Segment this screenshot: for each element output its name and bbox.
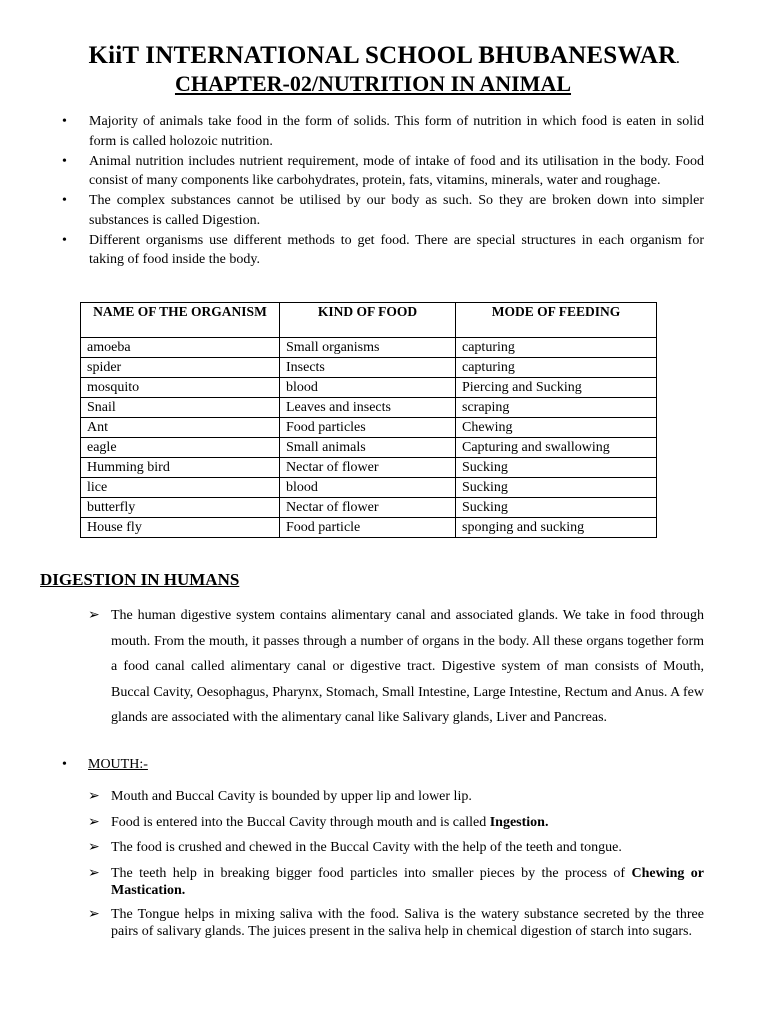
school-title <box>0 42 768 70</box>
arrow-bullet-icon: ➢ <box>88 907 100 922</box>
intro-bullet: • The complex substances cannot be utilised by our body as such. So they are broken down into simpler substances is called Digestion. <box>60 191 704 230</box>
school-title-dot: . <box>676 52 680 66</box>
mouth-point <box>88 788 704 805</box>
table-row <box>81 358 657 378</box>
ingestion-term: Ingestion. <box>489 815 549 830</box>
mouth-point-text <box>88 814 704 831</box>
table-header-mode-of-feeding: MODE OF FEEDING <box>456 303 657 338</box>
organism-cell: butterfly <box>81 498 280 518</box>
intro-bullet: • Majority of animals take food in the form of solids. This form of nutrition in which food is eaten in solid form is called holozoic nutrition. <box>60 112 704 151</box>
food-cell: Small organisms <box>280 338 456 358</box>
food-cell: Nectar of flower <box>280 498 456 518</box>
bullet-icon: • <box>62 757 67 772</box>
organism-cell: Ant <box>81 418 280 438</box>
food-cell: Food particles <box>280 418 456 438</box>
organism-cell: House fly <box>81 518 280 538</box>
table-row <box>81 398 657 418</box>
food-cell: Food particle <box>280 518 456 538</box>
mouth-point-plain: The teeth help in breaking bigger food particles into smaller pieces by the process of <box>111 866 632 881</box>
feeding-cell: Capturing and swallowing <box>456 438 657 458</box>
table-header-organism: NAME OF THE ORGANISM <box>81 303 280 338</box>
organism-cell: amoeba <box>81 338 280 358</box>
feeding-cell: capturing <box>456 338 657 358</box>
school-title-text: KiiT INTERNATIONAL SCHOOL BHUBANESWAR <box>88 42 677 69</box>
organism-cell: Humming bird <box>81 458 280 478</box>
mouth-label: MOUTH:- <box>88 757 148 772</box>
food-cell: Insects <box>280 358 456 378</box>
table-header-kind-of-food: KIND OF FOOD <box>280 303 456 338</box>
intro-bullet: • Different organisms use different methods to get food. There are special structures in each organism for taking of food inside the body. <box>60 231 704 270</box>
table-row <box>81 378 657 398</box>
feeding-cell: Sucking <box>456 458 657 478</box>
table-row <box>81 418 657 438</box>
feeding-cell: Sucking <box>456 478 657 498</box>
food-cell: blood <box>280 378 456 398</box>
table-row <box>81 458 657 478</box>
mouth-point-plain: Food is entered into the Buccal Cavity through mouth and is called <box>111 815 490 830</box>
digestion-intro-text: The human digestive system contains alimentary canal and associated glands. We take in food through mouth. From the mouth, it passes through a number of organs in the body. All these organs together form a food canal called alimentary canal or digestive tract. Digestive system of man consists of Mouth, Buccal Cavity, Oesophagus, Pharynx, Stomach, Small Intestine, Large Intestine, Rectum and Anus. A few glands are associated with the alimentary canal like Salivary glands, Liver and Pancreas. <box>111 608 704 725</box>
arrow-bullet-icon: ➢ <box>88 789 100 804</box>
organism-cell: Snail <box>81 398 280 418</box>
feeding-cell: Piercing and Sucking <box>456 378 657 398</box>
section-heading-digestion: DIGESTION IN HUMANS <box>40 570 240 589</box>
digestion-intro-paragraph <box>88 603 704 731</box>
food-cell: Nectar of flower <box>280 458 456 478</box>
organism-cell: lice <box>81 478 280 498</box>
chapter-title: CHAPTER-02/NUTRITION IN ANIMAL <box>174 71 572 96</box>
feeding-cell: Sucking <box>456 498 657 518</box>
intro-bullet-list <box>60 112 704 270</box>
table-row <box>81 338 657 358</box>
table-header-row <box>81 303 657 338</box>
feeding-cell: scraping <box>456 398 657 418</box>
organism-cell: mosquito <box>81 378 280 398</box>
mouth-point-text <box>88 865 704 899</box>
intro-bullet: • Animal nutrition includes nutrient requirement, mode of intake of food and its utilisation in the body. Food consist of many components like carbohydrates, protein, fats, vitamins, minerals, water and roughage. <box>60 152 704 191</box>
feeding-cell: Chewing <box>456 418 657 438</box>
mastication-term: Chewing or Mastication. <box>111 866 704 898</box>
mouth-point <box>88 814 704 831</box>
mouth-point <box>88 865 704 899</box>
arrow-bullet-icon: ➢ <box>88 815 100 830</box>
table-row <box>81 518 657 538</box>
arrow-bullet-icon: ➢ <box>88 608 100 623</box>
organism-cell: eagle <box>81 438 280 458</box>
feeding-cell: capturing <box>456 358 657 378</box>
feeding-cell: sponging and sucking <box>456 518 657 538</box>
mouth-point <box>88 906 704 940</box>
table-row <box>81 478 657 498</box>
organism-cell: spider <box>81 358 280 378</box>
food-cell: blood <box>280 478 456 498</box>
table-row <box>81 498 657 518</box>
mouth-point-text: The Tongue helps in mixing saliva with the food. Saliva is the watery substance secreted by the three pairs of salivary glands. The juices present in the saliva help in chemical digestion of starch into sugars. <box>111 907 704 939</box>
table-row <box>81 438 657 458</box>
mouth-point-text: Mouth and Buccal Cavity is bounded by upper lip and lower lip. <box>111 789 472 804</box>
food-cell: Leaves and insects <box>280 398 456 418</box>
arrow-bullet-icon: ➢ <box>88 840 100 855</box>
food-cell: Small animals <box>280 438 456 458</box>
mouth-point-text: The food is crushed and chewed in the Buccal Cavity with the help of the teeth and tongue. <box>111 840 622 855</box>
arrow-bullet-icon: ➢ <box>88 866 100 881</box>
mouth-point <box>88 839 704 856</box>
mouth-subheading <box>62 757 148 773</box>
organism-feeding-table <box>80 302 657 538</box>
